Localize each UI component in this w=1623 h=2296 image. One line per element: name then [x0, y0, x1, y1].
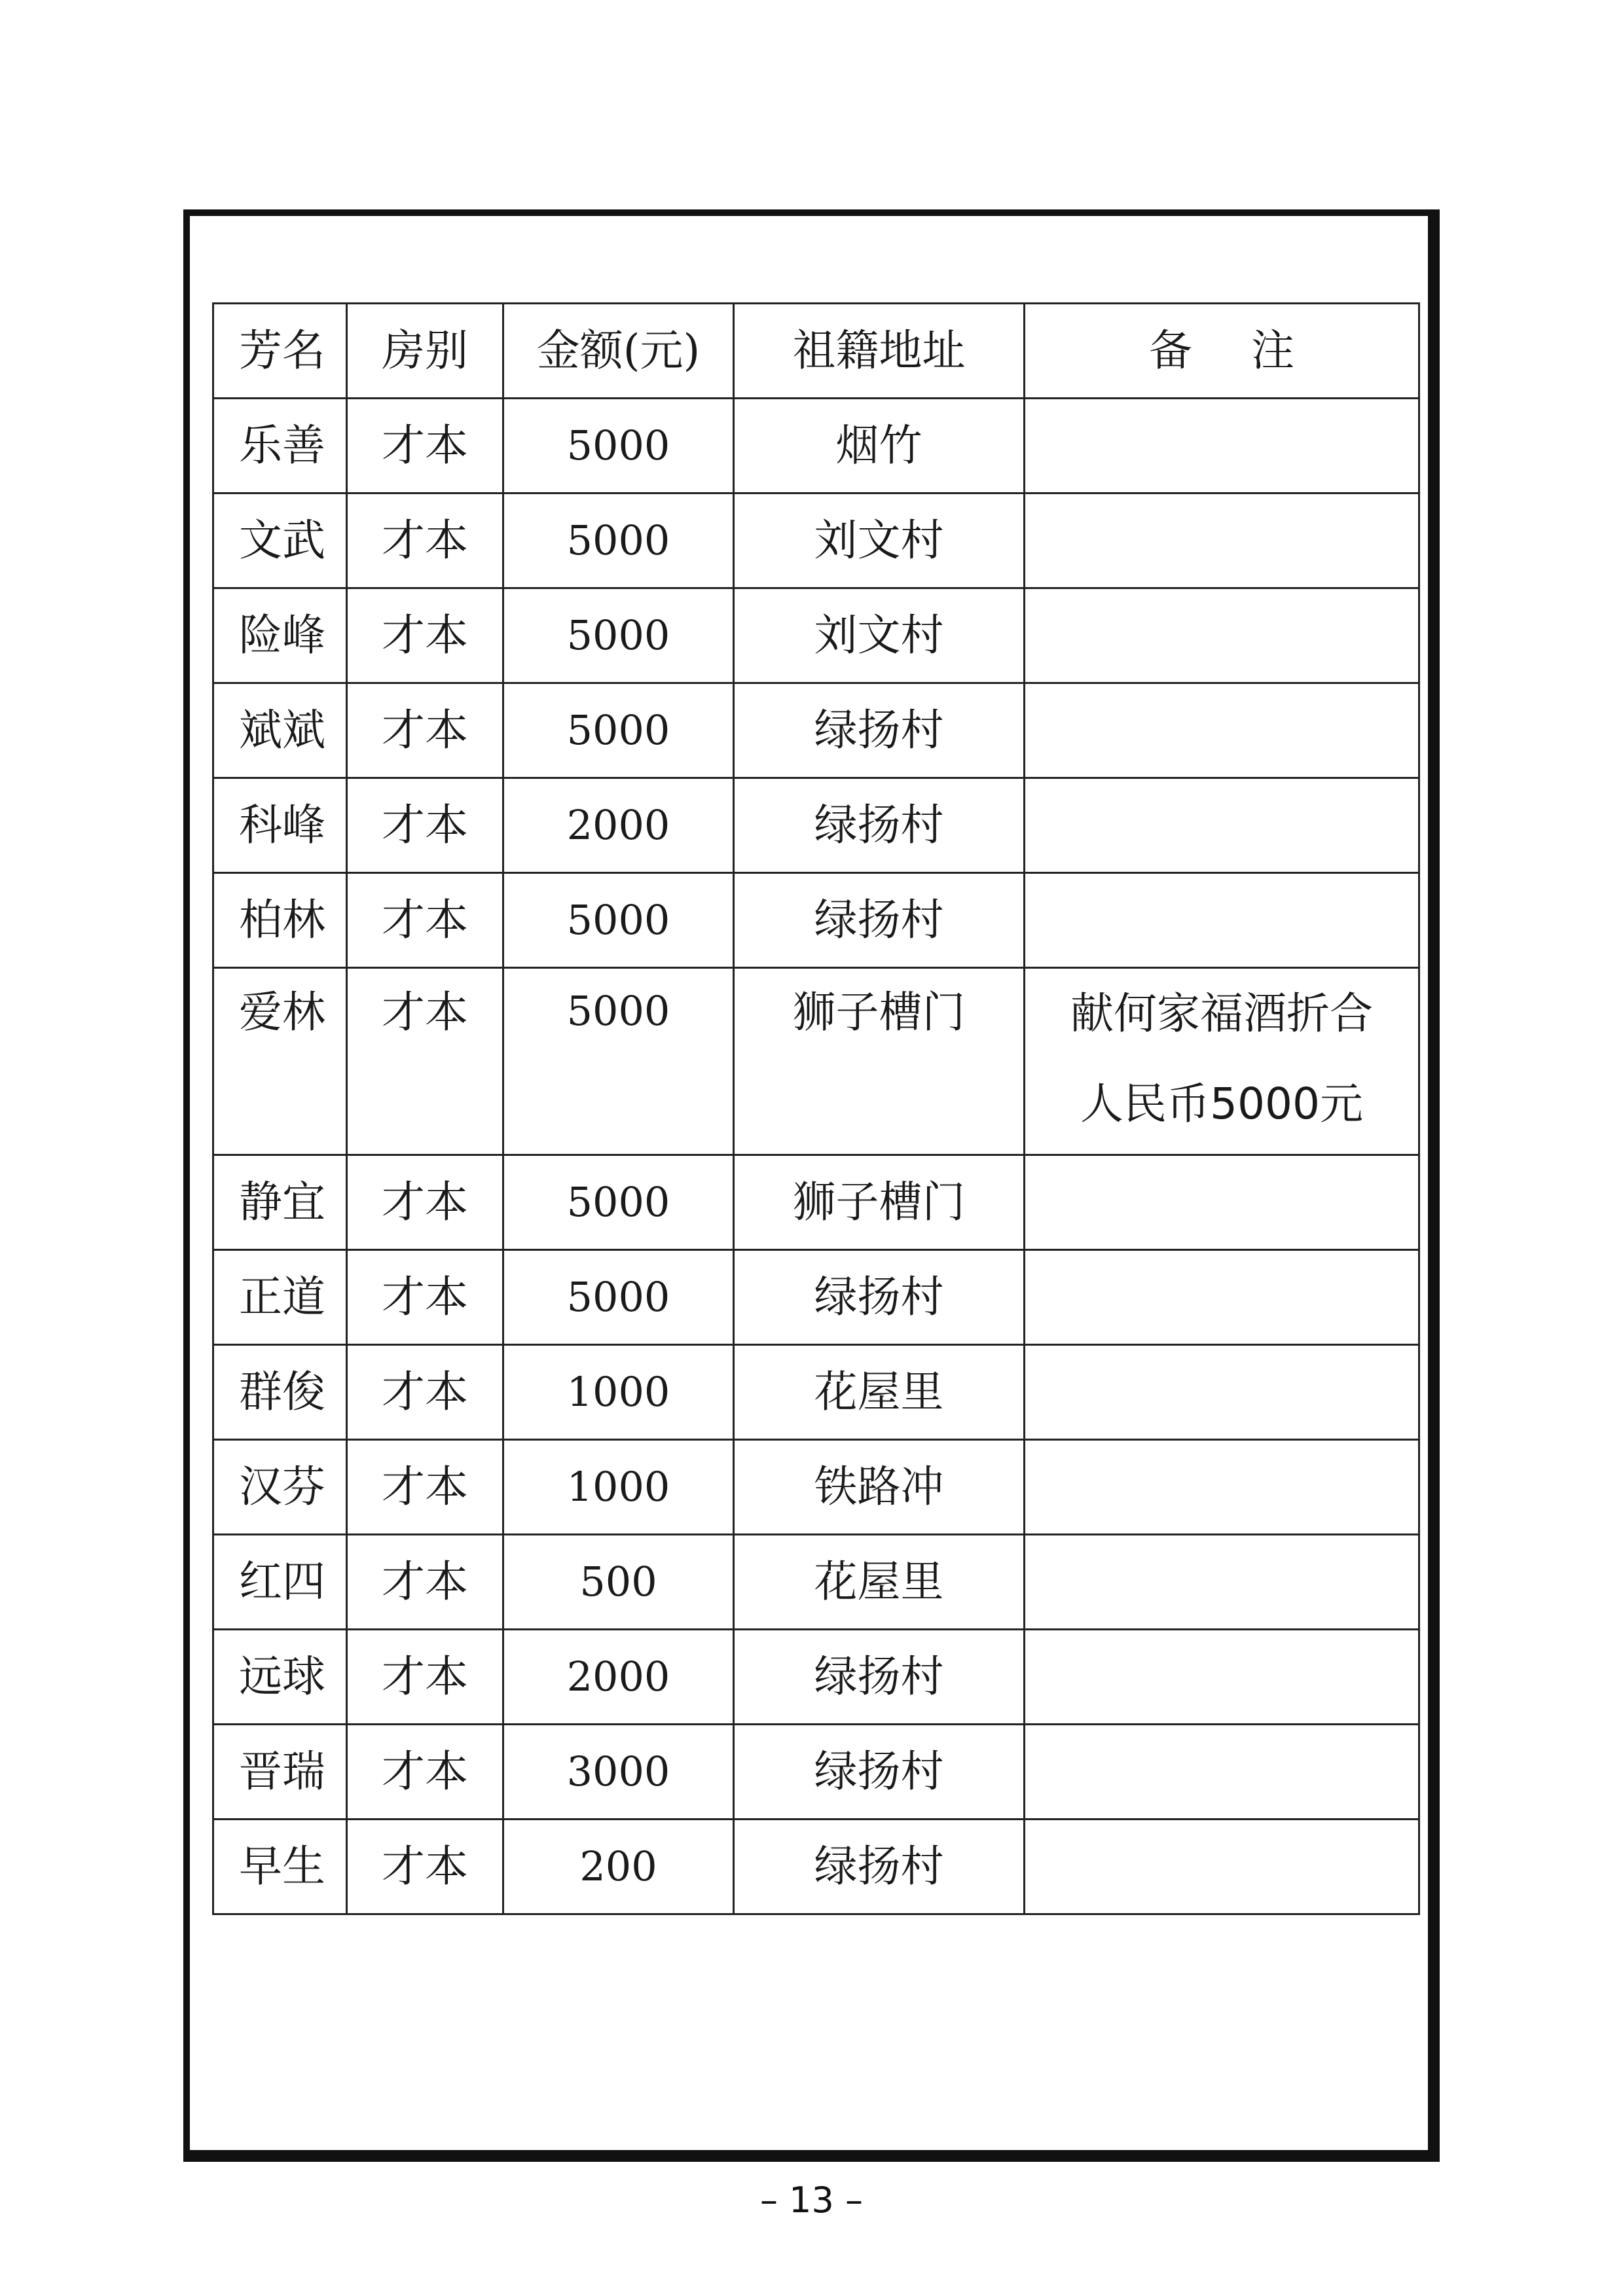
- cell-note: [1025, 493, 1419, 588]
- cell-amount: 5000: [503, 588, 734, 683]
- table-row: [213, 1155, 1419, 1250]
- cell-address: 花屋里: [734, 1535, 1025, 1630]
- page-number: – 13 –: [759, 2179, 864, 2221]
- cell-address: 狮子槽门: [734, 1155, 1025, 1250]
- cell-branch: 才本: [347, 1155, 503, 1250]
- cell-branch: 才本: [347, 493, 503, 588]
- table-row: [213, 778, 1419, 873]
- cell-address: 刘文村: [734, 493, 1025, 588]
- cell-address: 花屋里: [734, 1345, 1025, 1440]
- cell-branch: 才本: [347, 1250, 503, 1345]
- cell-branch: 才本: [347, 683, 503, 778]
- table-row: [213, 493, 1419, 588]
- header-note-label: 备注: [1149, 325, 1353, 376]
- cell-name: 红四: [213, 1535, 347, 1630]
- cell-amount: 1000: [503, 1345, 734, 1440]
- cell-note: [1025, 968, 1419, 1155]
- cell-branch: 才本: [347, 968, 503, 1155]
- cell-address: 刘文村: [734, 588, 1025, 683]
- cell-name: 乐善: [213, 399, 347, 493]
- cell-note: [1025, 1725, 1419, 1820]
- cell-amount: 5000: [503, 1155, 734, 1250]
- cell-amount: 1000: [503, 1440, 734, 1535]
- cell-address: 烟竹: [734, 399, 1025, 493]
- cell-name: 汉芬: [213, 1440, 347, 1535]
- cell-amount: 200: [503, 1820, 734, 1914]
- cell-amount: 500: [503, 1535, 734, 1630]
- cell-name: 爱林: [213, 968, 347, 1155]
- cell-note: [1025, 1155, 1419, 1250]
- table-row: [213, 1630, 1419, 1725]
- cell-amount: 5000: [503, 493, 734, 588]
- cell-name: 群俊: [213, 1345, 347, 1440]
- cell-amount: 3000: [503, 1725, 734, 1820]
- cell-note: [1025, 1820, 1419, 1914]
- note-line-2: 人民币5000元: [1080, 1079, 1363, 1129]
- header-note: [1025, 304, 1419, 399]
- header-address: 祖籍地址: [734, 304, 1025, 399]
- cell-branch: 才本: [347, 873, 503, 968]
- cell-branch: 才本: [347, 588, 503, 683]
- table-row: [213, 1250, 1419, 1345]
- cell-note: [1025, 778, 1419, 873]
- cell-address: 狮子槽门: [734, 968, 1025, 1155]
- cell-amount: 5000: [503, 683, 734, 778]
- cell-branch: 才本: [347, 399, 503, 493]
- cell-amount: 5000: [503, 399, 734, 493]
- table-row: [213, 1440, 1419, 1535]
- cell-address: 绿扬村: [734, 683, 1025, 778]
- cell-amount: 5000: [503, 1250, 734, 1345]
- cell-note: [1025, 683, 1419, 778]
- cell-name: 远球: [213, 1630, 347, 1725]
- cell-branch: 才本: [347, 1535, 503, 1630]
- note-line-1: 献何家福酒折合: [1070, 988, 1373, 1039]
- table-row: [213, 1535, 1419, 1630]
- header-branch: 房别: [347, 304, 503, 399]
- cell-branch: 才本: [347, 1345, 503, 1440]
- cell-note: [1025, 1630, 1419, 1725]
- cell-name: 静宜: [213, 1155, 347, 1250]
- table-row: [213, 1820, 1419, 1914]
- header-name: 芳名: [213, 304, 347, 399]
- table-row: [213, 1725, 1419, 1820]
- cell-branch: 才本: [347, 1630, 503, 1725]
- cell-name: 晋瑞: [213, 1725, 347, 1820]
- cell-branch: 才本: [347, 778, 503, 873]
- cell-name: 斌斌: [213, 683, 347, 778]
- cell-name: 正道: [213, 1250, 347, 1345]
- cell-branch: 才本: [347, 1440, 503, 1535]
- cell-note: [1025, 399, 1419, 493]
- cell-note: [1025, 1250, 1419, 1345]
- cell-name: 早生: [213, 1820, 347, 1914]
- cell-note: [1025, 1345, 1419, 1440]
- cell-address: 绿扬村: [734, 778, 1025, 873]
- cell-amount: 5000: [503, 968, 734, 1155]
- cell-note: [1025, 873, 1419, 968]
- cell-name: 文武: [213, 493, 347, 588]
- table-row: [213, 1345, 1419, 1440]
- cell-amount: 2000: [503, 778, 734, 873]
- cell-address: 绿扬村: [734, 1820, 1025, 1914]
- table-row: [213, 968, 1419, 1155]
- table-header-row: [213, 304, 1419, 399]
- cell-branch: 才本: [347, 1725, 503, 1820]
- cell-amount: 2000: [503, 1630, 734, 1725]
- table-row: [213, 399, 1419, 493]
- cell-address: 绿扬村: [734, 1250, 1025, 1345]
- table-row: [213, 588, 1419, 683]
- cell-amount: 5000: [503, 873, 734, 968]
- cell-note: [1025, 1440, 1419, 1535]
- cell-address: 绿扬村: [734, 1630, 1025, 1725]
- table-row: [213, 683, 1419, 778]
- cell-note: [1025, 1535, 1419, 1630]
- cell-note: [1025, 588, 1419, 683]
- cell-name: 科峰: [213, 778, 347, 873]
- cell-name: 柏林: [213, 873, 347, 968]
- cell-branch: 才本: [347, 1820, 503, 1914]
- table-row: [213, 873, 1419, 968]
- cell-address: 铁路冲: [734, 1440, 1025, 1535]
- cell-address: 绿扬村: [734, 873, 1025, 968]
- donor-table: [212, 302, 1420, 1915]
- cell-address: 绿扬村: [734, 1725, 1025, 1820]
- header-amount: 金额(元): [503, 304, 734, 399]
- cell-name: 险峰: [213, 588, 347, 683]
